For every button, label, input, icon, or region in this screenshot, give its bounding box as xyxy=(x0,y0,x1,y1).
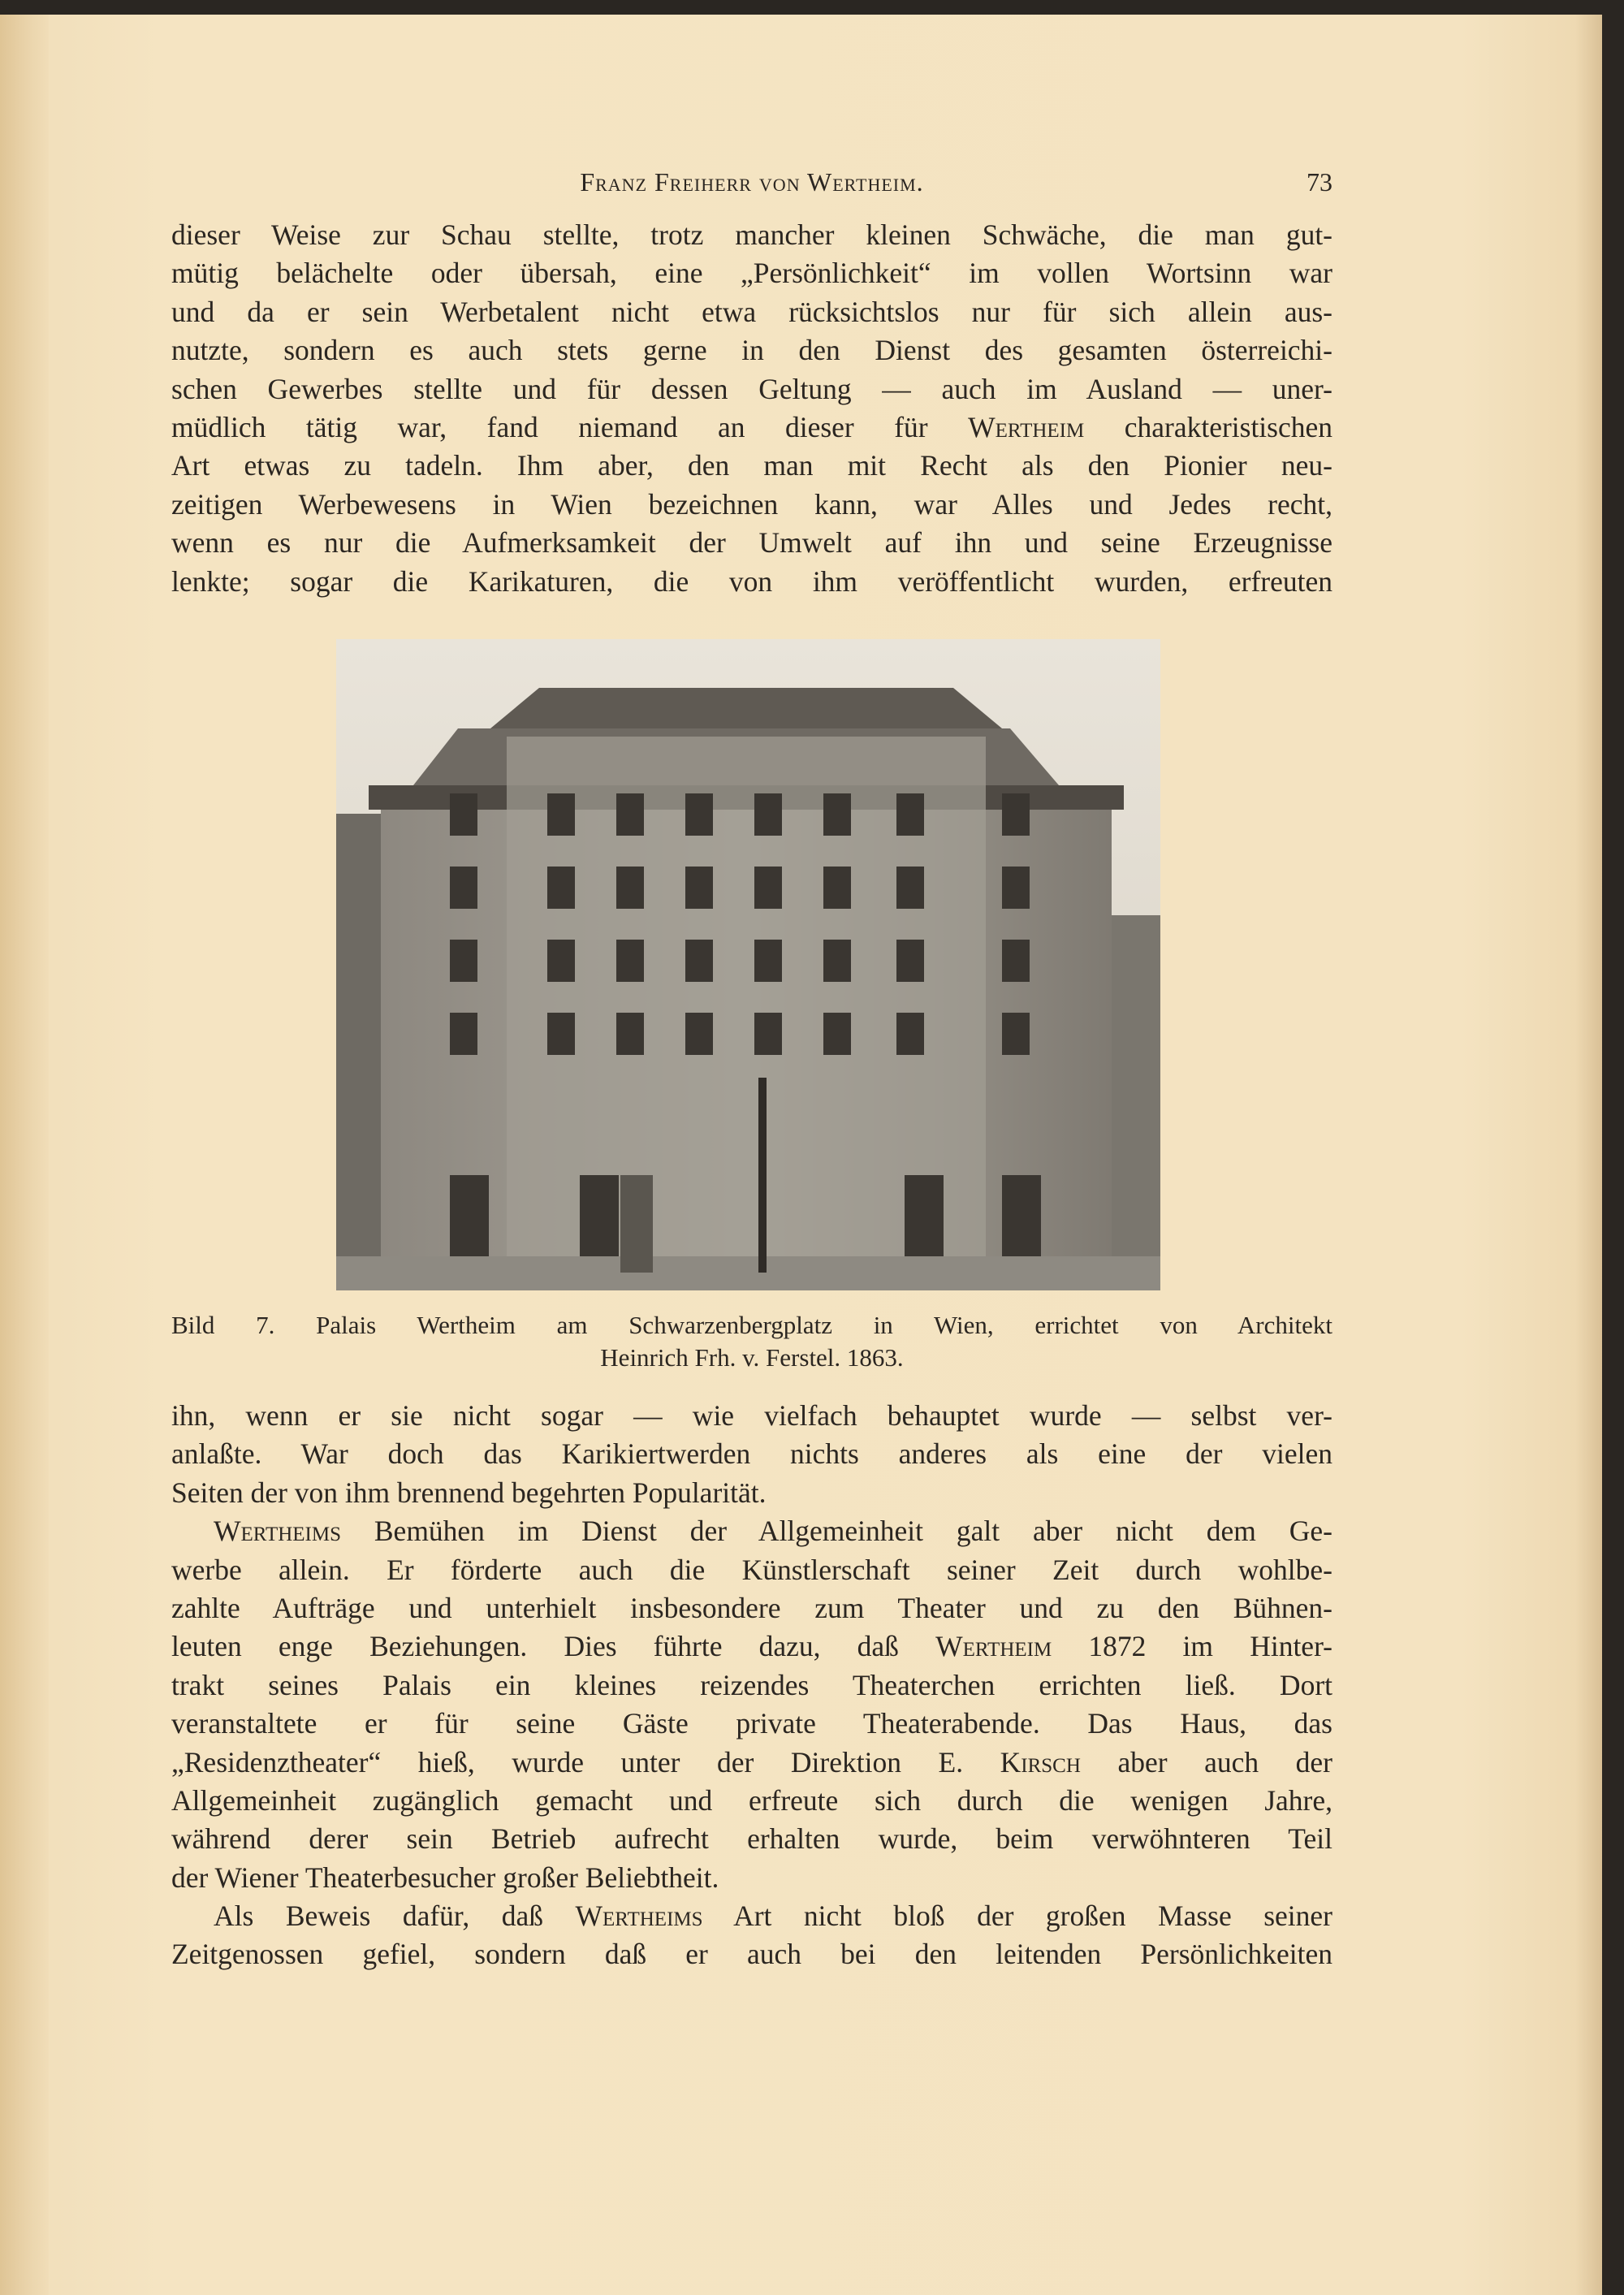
text-segment: während derer sein Betrieb aufrecht erhalten wurde, beim verwöhnteren Teil xyxy=(171,1822,1332,1856)
text-segment: mütig belächelte oder übersah, eine „Persönlichkeit“ im vollen Wortsinn war xyxy=(171,257,1332,290)
window-mark xyxy=(896,793,924,836)
window-mark xyxy=(896,1013,924,1055)
text-line xyxy=(171,293,1332,331)
window-mark xyxy=(450,1013,477,1055)
text-segment: anlaßte. War doch das Karikiertwerden nichts anderes als eine der vielen xyxy=(171,1437,1332,1471)
window-mark xyxy=(685,867,713,909)
text-segment: „Residenztheater“ hieß, wurde unter der Direktion E. xyxy=(171,1745,1000,1779)
text-line xyxy=(171,1782,1332,1820)
text-line xyxy=(171,563,1332,601)
text-segment: und da er sein Werbetalent nicht etwa rücksichtslos nur für sich allein aus- xyxy=(171,295,1332,328)
text-segment: leuten enge Beziehungen. Dies führte dazu, daß xyxy=(171,1630,936,1663)
text-line xyxy=(171,1705,1332,1743)
window-mark xyxy=(1002,793,1030,836)
text-segment: aber auch der xyxy=(1080,1745,1332,1779)
text-line xyxy=(171,1820,1332,1858)
window-mark xyxy=(616,940,644,982)
text-line xyxy=(171,254,1332,292)
text-line xyxy=(171,1744,1332,1782)
running-title: Franz Freiherr von Wertheim. xyxy=(580,167,924,197)
text-line xyxy=(171,408,1332,447)
text-segment: Art etwas zu tadeln. Ihm aber, den man mit Recht als den Pionier neu- xyxy=(171,449,1332,482)
text-line xyxy=(171,1897,1332,1935)
window-mark xyxy=(616,867,644,909)
text-segment: Allgemeinheit zugänglich gemacht und erfreute sich durch die wenigen Jahre, xyxy=(171,1783,1332,1817)
text-line xyxy=(171,1627,1332,1666)
paragraph xyxy=(171,216,1332,601)
window-mark xyxy=(547,793,575,836)
window-mark xyxy=(547,867,575,909)
text-line xyxy=(171,486,1332,524)
figure-caption xyxy=(171,1309,1332,1374)
text-line xyxy=(171,1859,1332,1897)
text-line xyxy=(171,1474,1332,1512)
window-mark xyxy=(823,793,851,836)
text-segment: werbe allein. Er förderte auch die Künstlerschaft seiner Zeit durch wohlbe- xyxy=(171,1553,1332,1586)
window-mark xyxy=(450,867,477,909)
paragraph xyxy=(171,1512,1332,1897)
text-segment: veranstaltete er für seine Gäste private Theaterabende. Das Haus, das xyxy=(171,1707,1332,1740)
window-mark xyxy=(616,1013,644,1055)
arched-door-mark xyxy=(1002,1175,1041,1256)
name-smallcaps: Wertheim xyxy=(968,410,1085,443)
text-segment: schen Gewerbes stellte und für dessen Geltung — auch im Ausland — uner- xyxy=(171,372,1332,405)
text-segment: zahlte Aufträge und unterhielt insbesondere zum Theater und zu den Bühnen- xyxy=(171,1591,1332,1624)
window-mark xyxy=(823,1013,851,1055)
window-mark xyxy=(685,793,713,836)
text-segment: Bemühen im Dienst der Allgemeinheit galt aber nicht dem Ge- xyxy=(341,1515,1332,1548)
scan-border xyxy=(1602,0,1624,2295)
text-line xyxy=(171,1666,1332,1705)
window-mark xyxy=(823,940,851,982)
window-mark xyxy=(450,793,477,836)
text-line xyxy=(171,1397,1332,1435)
text-block-bottom xyxy=(171,1397,1332,1974)
text-line xyxy=(171,1435,1332,1473)
text-segment: dieser Weise zur Schau stellte, trotz mancher kleinen Schwäche, die man gut- xyxy=(171,218,1332,251)
text-segment: lenkte; sogar die Karikaturen, die von ihm veröffentlicht wurden, erfreuten xyxy=(171,564,1332,598)
text-line xyxy=(171,370,1332,408)
text-segment: Zeitgenossen gefiel, sondern daß er auch bei den leitenden Persönlichkeiten xyxy=(171,1938,1332,1971)
window-mark xyxy=(1002,940,1030,982)
paragraph xyxy=(171,1897,1332,1974)
text-line xyxy=(171,524,1332,562)
text-line xyxy=(171,1512,1332,1550)
name-smallcaps: Wertheims xyxy=(214,1515,342,1548)
window-mark xyxy=(450,940,477,982)
text-segment: nutzte, sondern es auch stets gerne in den Dienst des gesamten österreichi- xyxy=(171,334,1332,367)
text-segment: Art nicht bloß der großen Masse seiner xyxy=(702,1900,1332,1933)
window-mark xyxy=(685,1013,713,1055)
page-number: 73 xyxy=(1307,167,1332,197)
text-segment: zeitigen Werbewesens in Wien bezeichnen kann, war Alles und Jedes recht, xyxy=(171,487,1332,521)
text-line xyxy=(171,447,1332,485)
window-mark xyxy=(547,1013,575,1055)
text-segment: 1872 im Hinter- xyxy=(1052,1630,1332,1663)
window-mark xyxy=(896,867,924,909)
text-segment: Als Beweis dafür, daß xyxy=(214,1900,576,1933)
window-mark xyxy=(1002,867,1030,909)
text-block-top xyxy=(171,216,1332,601)
text-segment: charakteristischen xyxy=(1084,410,1333,443)
page-gutter-shadow xyxy=(0,15,49,2295)
window-mark xyxy=(685,940,713,982)
window-mark xyxy=(547,940,575,982)
text-line xyxy=(171,1551,1332,1589)
window-mark xyxy=(1002,1013,1030,1055)
window-mark xyxy=(754,867,782,909)
caption-line-2: Heinrich Frh. v. Ferstel. 1863. xyxy=(600,1343,904,1372)
text-line xyxy=(171,1589,1332,1627)
paragraph xyxy=(171,1397,1332,1512)
text-line xyxy=(171,1935,1332,1973)
window-mark xyxy=(754,793,782,836)
text-line xyxy=(171,331,1332,370)
text-segment: der Wiener Theaterbesucher großer Beliebtheit. xyxy=(171,1861,719,1894)
text-segment: Seiten der von ihm brennend begehrten Popularität. xyxy=(171,1476,767,1509)
running-header xyxy=(171,167,1332,203)
text-segment: müdlich tätig war, fand niemand an dieser für xyxy=(171,410,969,443)
caption-line-1: Bild 7. Palais Wertheim am Schwarzenbergplatz in Wien, errichtet von Architekt xyxy=(171,1311,1332,1339)
text-segment: ihn, wenn er sie nicht sogar — wie vielfach behauptet wurde — selbst ver- xyxy=(171,1399,1332,1432)
arched-door-mark xyxy=(450,1175,489,1256)
name-smallcaps: Kirsch xyxy=(1000,1745,1081,1779)
name-smallcaps: Wertheim xyxy=(935,1630,1052,1663)
window-mark xyxy=(823,867,851,909)
arched-door-mark xyxy=(905,1175,944,1256)
arched-door-mark xyxy=(580,1175,619,1256)
window-mark xyxy=(754,940,782,982)
window-mark xyxy=(754,1013,782,1055)
text-line xyxy=(171,216,1332,254)
name-smallcaps: Wertheims xyxy=(575,1900,703,1933)
figure-photo-palais-wertheim xyxy=(336,639,1160,1290)
text-segment: wenn es nur die Aufmerksamkeit der Umwelt auf ihn und seine Erzeugnisse xyxy=(171,526,1332,560)
building-photo xyxy=(336,639,1160,1290)
window-mark xyxy=(896,940,924,982)
text-segment: trakt seines Palais ein kleines reizendes Theaterchen errichten ließ. Dort xyxy=(171,1668,1332,1701)
window-mark xyxy=(616,793,644,836)
